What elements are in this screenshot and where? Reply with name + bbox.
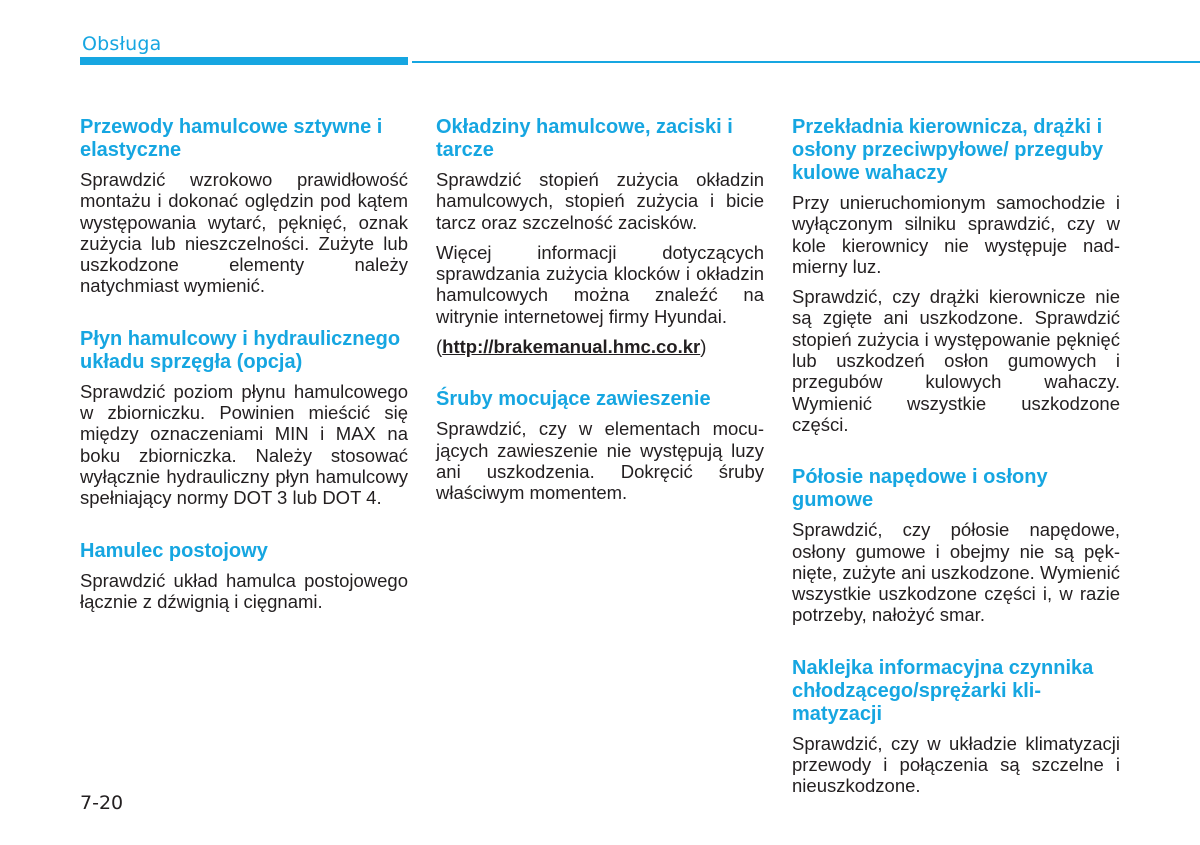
section-heading: Hamulec postojowy	[80, 539, 268, 562]
section-ac-refrigerant-label	[792, 657, 1120, 797]
column-2	[436, 116, 764, 535]
section-heading: Śruby mocujące zawieszenie	[436, 388, 711, 411]
section-brake-pads	[436, 116, 764, 357]
section-brake-fluid	[80, 328, 408, 509]
section-paragraph: Sprawdzić, czy półosie napędowe, osłony gumowe i obejmy nie są pęknięte, zużyte ani uszkodzone. Wymienić wszystkie uszkodzone części i, w razie potrzeby, nałożyć smar.	[792, 519, 1120, 626]
section-brake-lines	[80, 116, 408, 297]
section-paragraph: Sprawdzić wzrokowo prawidłowość montażu i dokonać oględzin pod kątem występowania wytarć, pęknięć, oznak zużycia lub nieszczelności. Zużyte lub uszkodzone elementy należy natychmiast wymienić.	[80, 169, 408, 297]
section-paragraph: Sprawdzić układ hamulca postojowego łącznie z dźwignią i cięgnami.	[80, 569, 408, 612]
header-bar-thick	[80, 57, 408, 65]
section-heading: Naklejka informacyjna czynnika chłodzącego/sprężarki klimatyzacji	[792, 656, 1094, 725]
section-heading: Przewody hamulcowe sztywne i elastyczne	[80, 116, 383, 161]
section-paragraph: Więcej informacji dotyczących sprawdzania zużycia klocków i okładzin hamulcowych można znaleźć na witrynie internetowej firmy Hyundai.	[436, 241, 764, 327]
section-paragraph: Sprawdzić, czy w elementach mocujących zawieszenie nie występują luzy ani uszkodzenia. Dokręcić śruby właściwym momentem.	[436, 418, 764, 504]
section-parking-brake	[80, 540, 408, 613]
section-heading: Przekładnia kierownicza, drążki i osłony przeciwpyłowe/ przeguby kulowe wahaczy	[792, 116, 1104, 184]
section-steering-gear	[792, 116, 1120, 435]
section-paragraph: Sprawdzić, czy drążki kierownicze nie są zgięte ani uszkodzone. Sprawdzić stopień zużycia i występowanie pęknięć lub uszkodzeń osłon gumowych i przegubów kulowych wahaczy. Wymienić wszystkie uszkodzone części.	[792, 286, 1120, 435]
header-bar-thin	[412, 61, 1200, 63]
section-suspension-bolts	[436, 388, 764, 503]
column-1	[80, 116, 408, 643]
section-paragraph: Sprawdzić, czy w układzie klimatyzacji przewody i połączenia są szczelne i nieuszkodzone.	[792, 732, 1120, 797]
section-paragraph: Przy unieruchomionym samochodzie i wyłączonym silniku sprawdzić, czy w kole kierownicy nie występuje nadmierny luz.	[792, 192, 1120, 277]
column-3	[792, 116, 1120, 828]
link-paragraph	[436, 336, 764, 357]
section-drive-shafts	[792, 466, 1120, 625]
section-heading: Okładziny hamulcowe, zaciski i tarcze	[436, 116, 733, 161]
section-paragraph: Sprawdzić poziom płynu hamulcowego w zbiorniczku. Powinien mieścić się między oznaczeniami MIN i MAX na boku zbiorniczka. Należy stosować wyłącznie hydrauliczny płyn hamulcowy spełniający normy DOT 3 lub DOT 4.	[80, 380, 408, 509]
section-heading: Płyn hamulcowy i hydraulicznego układu sprzęgła (opcja)	[80, 327, 401, 373]
page-number: 7-20	[80, 792, 124, 814]
link-close-paren: )	[700, 336, 707, 358]
brake-manual-link[interactable]: http://brakemanual.hmc.co.kr	[442, 336, 701, 358]
link-open-paren: (	[436, 336, 443, 358]
section-paragraph: Sprawdzić stopień zużycia okładzin hamulcowych, stopień zużycia i bicie tarcz oraz szczelność zacisków.	[436, 169, 764, 233]
section-title: Obsługa	[82, 33, 162, 55]
section-heading: Półosie napędowe i osłony gumowe	[792, 466, 1048, 512]
